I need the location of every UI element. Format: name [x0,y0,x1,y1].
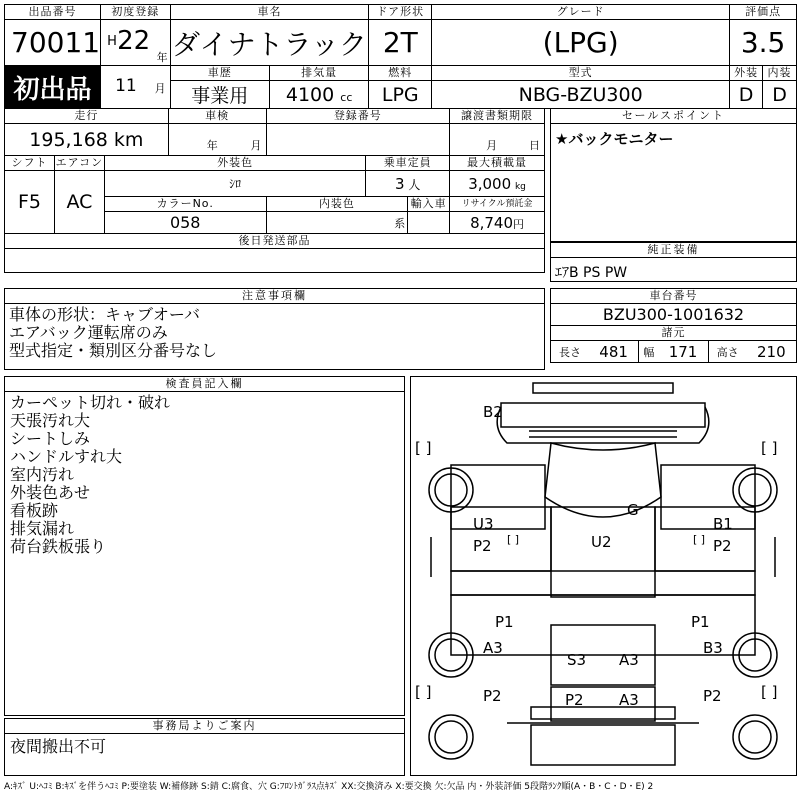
recycle-label: リサイクル預託金 [450,197,545,212]
model: NBG-BZU300 [432,81,730,109]
transfer-month-unit: 月 [486,139,498,152]
shift: F5 [5,171,55,234]
bracket-left-mid: [ ] [507,533,520,546]
ext-grade: D [730,81,763,109]
car-name: ダイナトラック [170,20,369,66]
model-label: 型式 [432,66,730,81]
history: 事業用 [170,81,269,109]
mileage-label: 走行 [5,109,169,124]
spec-label: 諸元 [551,326,797,341]
details-table [4,108,545,273]
capacity-unit: 人 [408,177,421,192]
mark-p2-left-front: P2 [473,537,492,555]
selling-label: セールスポイント [551,109,796,124]
transfer-day-unit: 日 [529,139,540,152]
capacity: 3 [395,174,405,193]
ac-label: エアコン [55,156,104,169]
later-parts [5,249,545,273]
fuel: LPG [369,81,432,109]
mileage-unit: km [113,128,144,151]
header-table [4,4,797,109]
inspector-item: シートしみ [10,429,91,448]
inspector-item: 排気漏れ [10,519,75,538]
equip-label: 純正装備 [551,243,796,258]
insp-year-unit: 年 [206,139,218,152]
door-type: 2T [369,20,432,66]
inspector-item: カーペット切れ・破れ [10,393,171,412]
grade-label: グレード [432,5,730,20]
selling-point-box [550,108,797,242]
legend: A:ｷｽﾞ U:ﾍｺﾐ B:ｷｽﾞを伴うﾍｺﾐ P:要塗装 W:補修跡 S:錆 C:腐食、穴 G:ﾌﾛﾝﾄｶﾞﾗｽ点ｷｽﾞ XX:交換済み X:要交換 欠:欠品 内・外装評価 5段階ﾗﾝｸ順(A・B・C・D・E) 2 [4,782,654,792]
caution-line: エアバック運転席のみ [9,323,168,342]
reg-month: 11 [115,76,137,96]
height: 210 [747,341,797,363]
grade: (LPG) [432,20,730,66]
caution-line: 型式指定・類別区分番号なし [9,341,218,360]
plate-label: 登録番号 [266,109,450,124]
insp-month-unit: 月 [250,139,262,152]
mark-p2-right-front: P2 [713,537,732,555]
color-label: 外装色 [104,156,365,171]
import-label: 輸入車 [408,197,450,212]
recycle-fee: 8,740 [470,213,514,232]
inspector-item: 外装色あせ [10,483,91,502]
mark-u3-left: U3 [473,515,494,533]
height-label: 高さ [708,341,746,363]
import-value [408,212,450,234]
mark-s3-bed: S3 [567,651,587,669]
disp-label: 排気量 [269,66,369,81]
plate-number [266,124,450,156]
exterior-color: ｼﾛ [104,171,365,197]
load-label: 最大積載量 [450,156,545,171]
ext-label: 外装 [730,66,763,81]
capacity-label: 乗車定員 [366,156,450,171]
interior-label: 内装色 [266,197,408,212]
bracket-left-front: [ ] [415,439,432,457]
load-unit: kg [514,181,526,192]
lot-number: 70011 [5,20,101,66]
later-parts-label: 後日発送部品 [5,234,545,249]
reg-year: 22 [117,26,151,56]
mark-a3-left-rear: A3 [483,639,503,657]
first-listing-badge: 初出品 [5,66,101,109]
color-number: 058 [104,212,266,234]
mark-p2-rear: P2 [565,691,584,709]
caution-box [4,288,545,370]
mark-a3-bed: A3 [619,651,639,669]
year-unit: 年 [156,51,168,64]
int-label: 内装 [763,66,797,81]
score-label: 評価点 [730,5,797,20]
vehicle-diagram [410,376,797,776]
shift-label: シフト [5,156,55,171]
inspection-label: 車検 [168,109,266,124]
era: H [107,34,117,49]
transfer-label: 譲渡書類期限 [450,109,545,124]
fuel-label: 燃料 [369,66,432,81]
inspector-item: ハンドルすれ大 [10,447,123,466]
width: 171 [658,341,708,363]
bracket-right-mid: [ ] [693,533,706,546]
mark-p1-right: P1 [691,613,710,631]
inspector-item: 室内汚れ [10,465,75,484]
mark-b2-front: B2 [483,403,503,421]
mark-a3-rear: A3 [619,691,639,709]
interior-unit: 系 [266,212,408,234]
door-label: ドア形状 [369,5,432,20]
mark-g-windshield: G [627,501,639,519]
inspector-item: 天張汚れ大 [10,411,91,430]
inspector-item: 看板跡 [10,501,59,520]
length-label: 長さ [551,341,589,363]
int-grade: D [763,81,797,109]
recycle-unit: 円 [513,217,525,231]
selling-point: ★バックモニター [555,130,674,148]
month-unit: 月 [154,82,166,95]
displacement: 4100 [285,83,335,106]
mark-p1-left: P1 [495,613,514,631]
disp-unit: cc [340,90,353,104]
inspector-label: 検査員記入欄 [5,377,404,392]
bracket-right-front: [ ] [761,439,778,457]
inspector-box [4,376,405,716]
chassis-table [550,288,797,363]
inspector-item: 荷台鉄板張り [10,537,107,556]
office-message: 夜間搬出不可 [10,737,107,756]
lot-label: 出品番号 [5,5,101,20]
equipment-box [550,242,797,282]
name-label: 車名 [170,5,369,20]
chassis-label: 車台番号 [551,289,797,304]
mark-p2-left-rear: P2 [483,687,502,705]
ac: AC [54,171,104,234]
office-label: 事務局よりご案内 [5,719,404,734]
equipment: ｴｱB PS PW [555,265,628,281]
length: 481 [589,341,639,363]
bracket-left-rear: [ ] [415,683,432,701]
chassis-number: BZU300-1001632 [551,304,797,326]
width-label: 幅 [639,341,659,363]
score: 3.5 [730,20,797,66]
mark-u2-roof: U2 [591,533,612,551]
bracket-right-rear: [ ] [761,683,778,701]
reg-label: 初度登録 [101,5,170,20]
caution-label: 注意事項欄 [5,289,544,304]
mark-b3-right-rear: B3 [703,639,723,657]
office-box [4,718,405,776]
mark-b1-right: B1 [713,515,733,533]
mark-p2-right-rear: P2 [703,687,722,705]
max-load: 3,000 [468,174,512,193]
history-label: 車歴 [170,66,269,81]
colorno-label: カラーNo. [104,197,266,212]
caution-line: 車体の形状：キャブオーバ [9,305,201,324]
truck-outline [411,377,795,774]
mileage: 195,168 [29,128,108,151]
